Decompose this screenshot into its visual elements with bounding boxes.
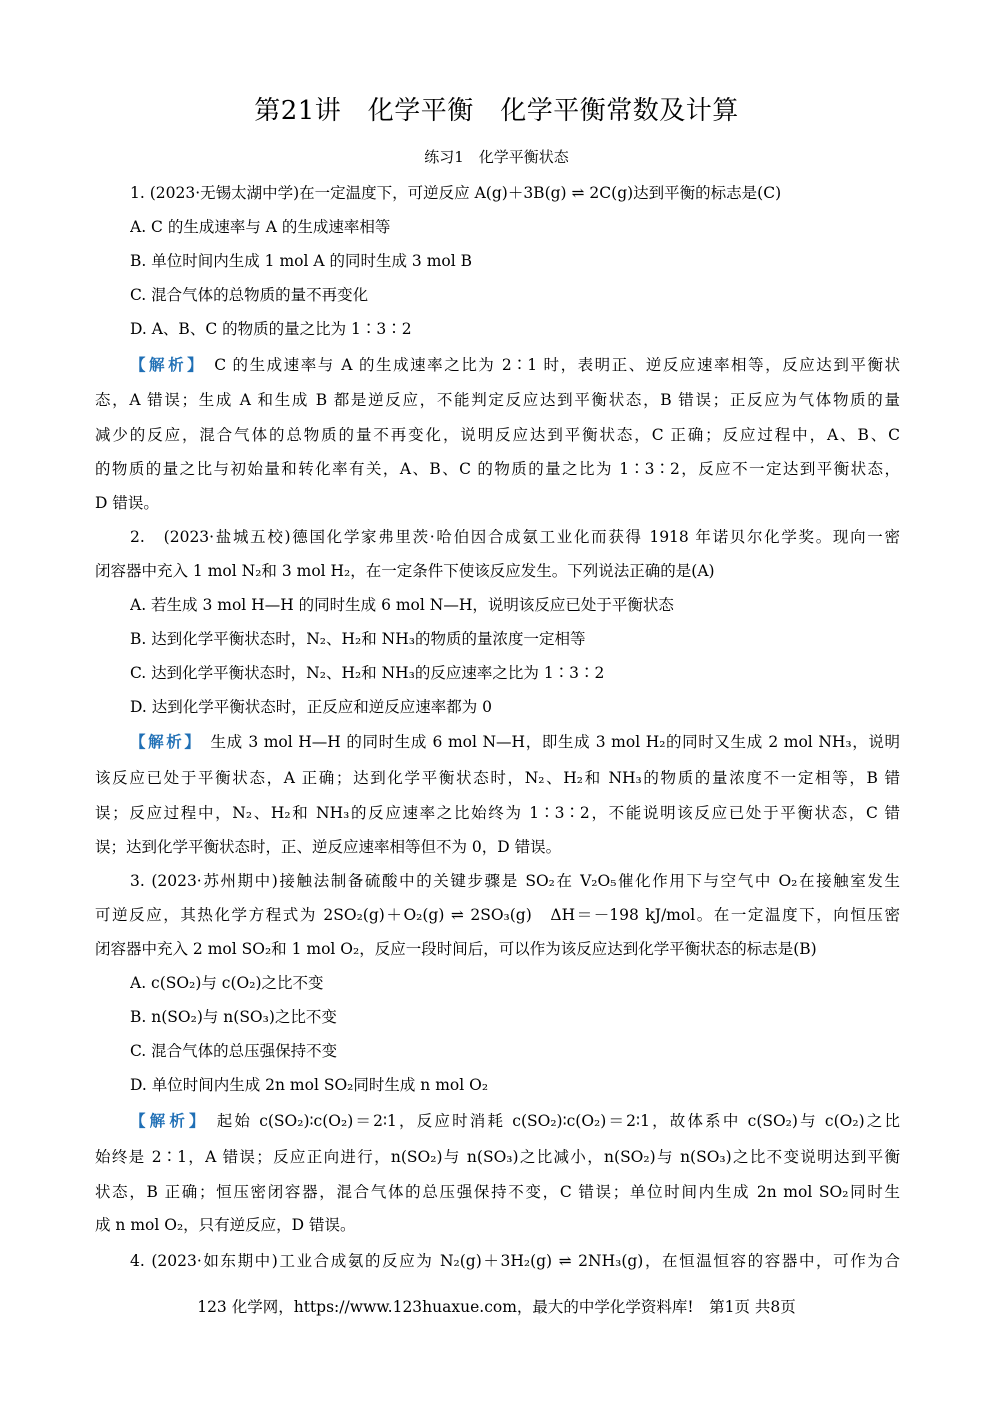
question-1-analysis-line: 减少的反应，混合气体的总物质的量不再变化，说明反应达到平衡状态，C 正确；反应过程中，A、B、C	[95, 426, 900, 444]
analysis-tag: 【解析】	[130, 355, 207, 374]
question-3-analysis-line: 成 n mol O₂，只有逆反应，D 错误。	[95, 1216, 356, 1234]
question-3-analysis-line: 始终是 2∶1，A 错误；反应正向进行，n(SO₂)与 n(SO₃)之比减小，n(SO₂)与 n(SO₃)之比不变说明达到平衡	[95, 1148, 900, 1166]
question-2-analysis-line: 该反应已处于平衡状态，A 正确；达到化学平衡状态时，N₂、H₂和 NH₃的物质的量浓度不一定相等，B 错	[95, 769, 900, 787]
question-2-option-b: B. 达到化学平衡状态时，N₂、H₂和 NH₃的物质的量浓度一定相等	[130, 630, 586, 648]
analysis-tag: 【解析】	[130, 1111, 209, 1130]
question-1-analysis-line: 态，A 错误；生成 A 和生成 B 都是逆反应，不能判定反应达到平衡状态，B 错误；正反应为气体物质的量	[95, 391, 900, 409]
analysis-tag: 【解析】	[130, 732, 203, 751]
question-3-option-d: D. 单位时间内生成 2n mol SO₂同时生成 n mol O₂	[130, 1076, 489, 1094]
question-3-analysis-line: 状态，B 正确；恒压密闭容器，混合气体的总压强保持不变，C 错误；单位时间内生成 2n mol SO₂同时生	[95, 1183, 900, 1201]
page-title: 第21讲 化学平衡 化学平衡常数及计算	[254, 96, 739, 126]
question-2-option-a: A. 若生成 3 mol H—H 的同时生成 6 mol N—H，说明该反应已处于平衡状态	[130, 596, 674, 614]
question-2-option-c: C. 达到化学平衡状态时，N₂、H₂和 NH₃的反应速率之比为 1∶3∶2	[130, 664, 605, 682]
question-1-option-b: B. 单位时间内生成 1 mol A 的同时生成 3 mol B	[130, 252, 473, 270]
question-3-stem: 可逆反应，其热化学方程式为 2SO₂(g)＋O₂(g) ⇌ 2SO₃(g) ΔH＝－198 kJ/mol。在一定温度下，向恒压密	[95, 906, 900, 924]
question-1-option-d: D. A、B、C 的物质的量之比为 1∶3∶2	[130, 320, 412, 338]
question-2-analysis-line: 误；达到化学平衡状态时，正、逆反应速率相等但不为 0，D 错误。	[95, 838, 562, 856]
question-2-stem: 闭容器中充入 1 mol N₂和 3 mol H₂，在一定条件下使该反应发生。下列说法正确的是(A)	[95, 562, 715, 580]
question-3-option-a: A. c(SO₂)与 c(O₂)之比不变	[130, 974, 324, 992]
question-2-analysis-line: 误；反应过程中，N₂、H₂和 NH₃的反应速率之比始终为 1∶3∶2，不能说明该反应已处于平衡状态，C 错	[95, 804, 900, 822]
question-4-stem: 4. (2023·如东期中)工业合成氨的反应为 N₂(g)＋3H₂(g) ⇌ 2NH₃(g)，在恒温恒容的容器中，可作为合	[130, 1252, 900, 1270]
question-1-option-a: A. C 的生成速率与 A 的生成速率相等	[130, 218, 391, 236]
question-3-option-c: C. 混合气体的总压强保持不变	[130, 1042, 338, 1060]
question-3-stem: 闭容器中充入 2 mol SO₂和 1 mol O₂，反应一段时间后，可以作为该反应达到化学平衡状态的标志是(B)	[95, 940, 817, 958]
question-1-analysis-line: D 错误。	[95, 494, 159, 512]
question-3-analysis-line: 【解析】 起始 c(SO₂)∶c(O₂)＝2∶1，反应时消耗 c(SO₂)∶c(O₂)＝2∶1，故体系中 c(SO₂)与 c(O₂)之比	[130, 1111, 900, 1130]
question-2-analysis-line: 【解析】 生成 3 mol H—H 的同时生成 6 mol N—H，即生成 3 mol H₂的同时又生成 2 mol NH₃，说明	[130, 732, 900, 751]
question-1-analysis-line: 的物质的量之比与初始量和转化率有关，A、B、C 的物质的量之比为 1∶3∶2，反应不一定达到平衡状态，	[95, 460, 900, 478]
page-footer: 123 化学网，https://www.123huaxue.com，最大的中学化学资料库! 第1页 共8页	[197, 1298, 796, 1316]
question-1-option-c: C. 混合气体的总物质的量不再变化	[130, 286, 369, 304]
question-3-option-b: B. n(SO₂)与 n(SO₃)之比不变	[130, 1008, 337, 1026]
question-2-option-d: D. 达到化学平衡状态时，正反应和逆反应速率都为 0	[130, 698, 493, 716]
section-subtitle: 练习1 化学平衡状态	[424, 148, 569, 166]
question-1-analysis-line: 【解析】 C 的生成速率与 A 的生成速率之比为 2∶1 时，表明正、逆反应速率相等，反应达到平衡状	[130, 355, 900, 374]
question-3-stem: 3. (2023·苏州期中)接触法制备硫酸中的关键步骤是 SO₂在 V₂O₅催化作用下与空气中 O₂在接触室发生	[130, 872, 900, 890]
question-1-stem: 1. (2023·无锡太湖中学)在一定温度下，可逆反应 A(g)＋3B(g) ⇌ 2C(g)达到平衡的标志是(C)	[130, 184, 782, 202]
question-2-stem: 2. (2023·盐城五校)德国化学家弗里茨·哈伯因合成氨工业化而获得 1918 年诺贝尔化学奖。现向一密	[130, 528, 900, 546]
